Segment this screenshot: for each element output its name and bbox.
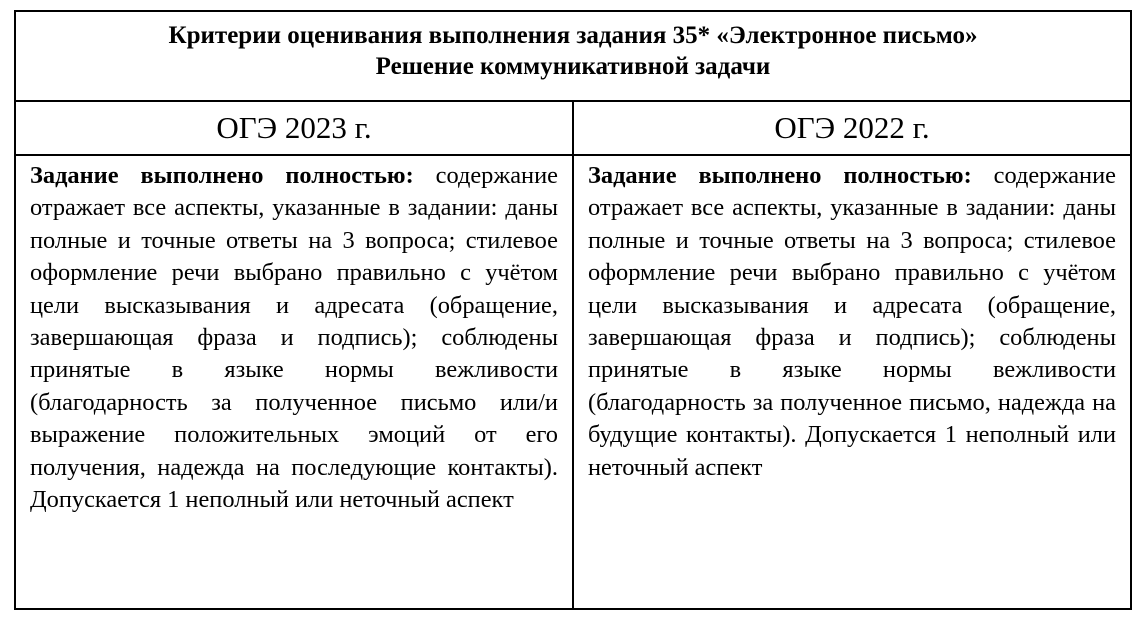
year-2023-header: ОГЭ 2023 г.: [15, 101, 573, 155]
criteria-table: [14, 10, 1132, 610]
criteria-row: [15, 155, 1131, 609]
title-line-1: Критерии оценивания выполнения задания 35* «Электронное письмо»: [168, 22, 978, 49]
criterion-2022-body: содержание отражает все аспекты, указанные в задании: даны полные и точные ответы на 3 вопроса; стилевое оформление речи выбрано правильно с учётом цели высказывания и адресата (обращение, завершающая фраза и подпись); соблюдены принятые в языке нормы вежливости (благодарность за полученное письмо, надежда на будущие контакты). Допускается 1 неполный или неточный аспект: [588, 162, 1116, 481]
year-row: [15, 101, 1131, 155]
title-row: [15, 11, 1131, 101]
title-line-2: Решение коммуникативной задачи: [375, 53, 771, 80]
table-title: [15, 11, 1131, 101]
criterion-2023: [15, 155, 573, 609]
criterion-2023-head: Задание выполнено полностью:: [30, 162, 414, 189]
criterion-2022-head: Задание выполнено полностью:: [588, 162, 972, 189]
criterion-2023-body: содержание отражает все аспекты, указанные в задании: даны полные и точные ответы на 3 вопроса; стилевое оформление речи выбрано правильно с учётом цели высказывания и адресата (обращение, завершающая фраза и подпись); соблюдены принятые в языке нормы вежливости (благодарность за полученное письмо или/и выражение положительных эмоций от его получения, надежда на последующие контакты). Допускается 1 неполный или неточный аспект: [30, 162, 558, 514]
year-2022-header: ОГЭ 2022 г.: [573, 101, 1131, 155]
criterion-2022: [573, 155, 1131, 609]
